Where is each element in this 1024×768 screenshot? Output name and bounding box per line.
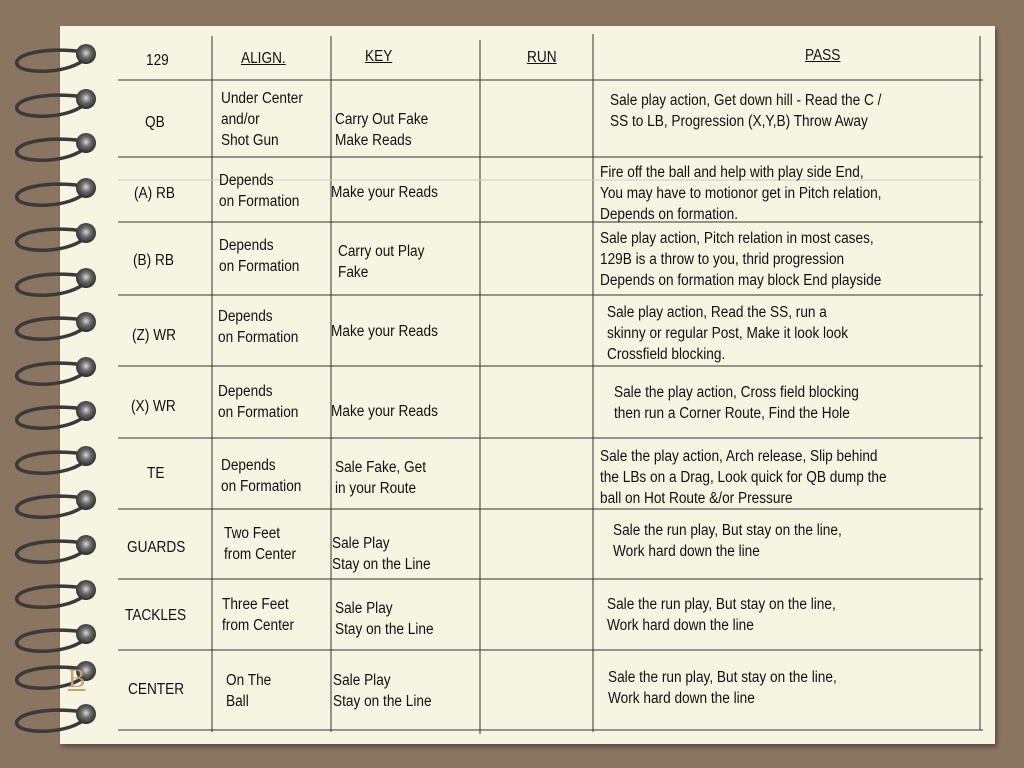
pass-cell: Sale the run play, But stay on the line,	[613, 522, 842, 539]
key-cell: Sale Fake, Get	[335, 459, 426, 476]
pass-cell: skinny or regular Post, Make it look look	[607, 325, 849, 342]
alignment-cell: from Center	[222, 617, 295, 634]
pass-cell: Sale the play action, Cross field blocking	[614, 384, 859, 401]
pass-cell: ball on Hot Route &/or Pressure	[600, 490, 793, 507]
position-label: QB	[145, 114, 165, 131]
pass-cell: Sale the run play, But stay on the line,	[608, 669, 837, 686]
key-cell: Stay on the Line	[335, 621, 434, 638]
pass-cell: Crossfield blocking.	[607, 346, 726, 363]
position-label: (Z) WR	[132, 327, 176, 344]
pass-cell: Fire off the ball and help with play side End,	[600, 164, 864, 181]
pass-cell: the LBs on a Drag, Look quick for QB dump the	[600, 469, 887, 486]
key-cell: Stay on the Line	[332, 556, 431, 573]
key-cell: Make your Reads	[331, 403, 438, 420]
pass-cell: Depends on formation.	[600, 206, 739, 223]
position-label: (A) RB	[134, 185, 175, 202]
pass-cell: Work hard down the line	[613, 543, 760, 560]
alignment-cell: Depends	[218, 383, 273, 400]
pass-cell: 129B is a throw to you, thrid progression	[600, 251, 845, 268]
alignment-cell: Depends	[219, 172, 274, 189]
header-run: RUN	[527, 49, 557, 66]
alignment-cell: on Formation	[221, 478, 302, 495]
alignment-cell: on Formation	[219, 258, 300, 275]
alignment-cell: Two Feet	[224, 525, 281, 542]
key-cell: Stay on the Line	[333, 693, 432, 710]
key-cell: in your Route	[335, 480, 417, 497]
alignment-cell: Depends	[218, 308, 273, 325]
alignment-cell: Shot Gun	[221, 132, 279, 149]
pass-cell: Sale play action, Pitch relation in most cases,	[600, 230, 874, 247]
position-label: TE	[147, 465, 165, 482]
position-label: GUARDS	[127, 539, 186, 556]
header-pass: PASS	[805, 47, 841, 64]
key-cell: Fake	[338, 264, 369, 281]
pass-cell: then run a Corner Route, Find the Hole	[614, 405, 850, 422]
key-cell: Carry out Play	[338, 243, 425, 260]
alignment-cell: on Formation	[218, 329, 299, 346]
alignment-cell: on Formation	[218, 404, 299, 421]
pass-cell: Sale the play action, Arch release, Slip behind	[600, 448, 878, 465]
pass-cell: You may have to motionor get in Pitch relation,	[600, 185, 882, 202]
play-number: 129	[146, 52, 169, 69]
key-cell: Make Reads	[335, 132, 412, 149]
position-label: (B) RB	[133, 252, 174, 269]
alignment-cell: Ball	[226, 693, 249, 710]
pass-cell: Depends on formation may block End playside	[600, 272, 882, 289]
alignment-cell: and/or	[221, 111, 260, 128]
alignment-cell: Three Feet	[222, 596, 289, 613]
position-label: (X) WR	[131, 398, 176, 415]
position-label: CENTER	[128, 681, 185, 698]
key-cell: Sale Play	[333, 672, 391, 689]
key-cell: Sale Play	[335, 600, 393, 617]
pass-cell: Sale play action, Get down hill - Read the C /	[610, 92, 882, 109]
header-key: KEY	[365, 48, 393, 65]
pass-cell: SS to LB, Progression (X,Y,B) Throw Away	[610, 113, 868, 130]
alignment-cell: On The	[226, 672, 272, 689]
alignment-cell: Depends	[221, 457, 276, 474]
alignment-cell: on Formation	[219, 193, 300, 210]
key-cell: Carry Out Fake	[335, 111, 429, 128]
alignment-cell: Under Center	[221, 90, 303, 107]
pass-cell: Sale the run play, But stay on the line,	[607, 596, 836, 613]
pass-cell: Work hard down the line	[607, 617, 754, 634]
alignment-cell: from Center	[224, 546, 297, 563]
key-cell: Make your Reads	[331, 323, 438, 340]
spiral-binding	[0, 0, 110, 768]
key-cell: Sale Play	[332, 535, 390, 552]
header-align: ALIGN.	[241, 50, 286, 67]
pass-cell: Sale play action, Read the SS, run a	[607, 304, 827, 321]
alignment-cell: Depends	[219, 237, 274, 254]
position-label: TACKLES	[125, 607, 187, 624]
key-cell: Make your Reads	[331, 184, 438, 201]
corner-letter: B	[68, 664, 86, 693]
pass-cell: Work hard down the line	[608, 690, 755, 707]
